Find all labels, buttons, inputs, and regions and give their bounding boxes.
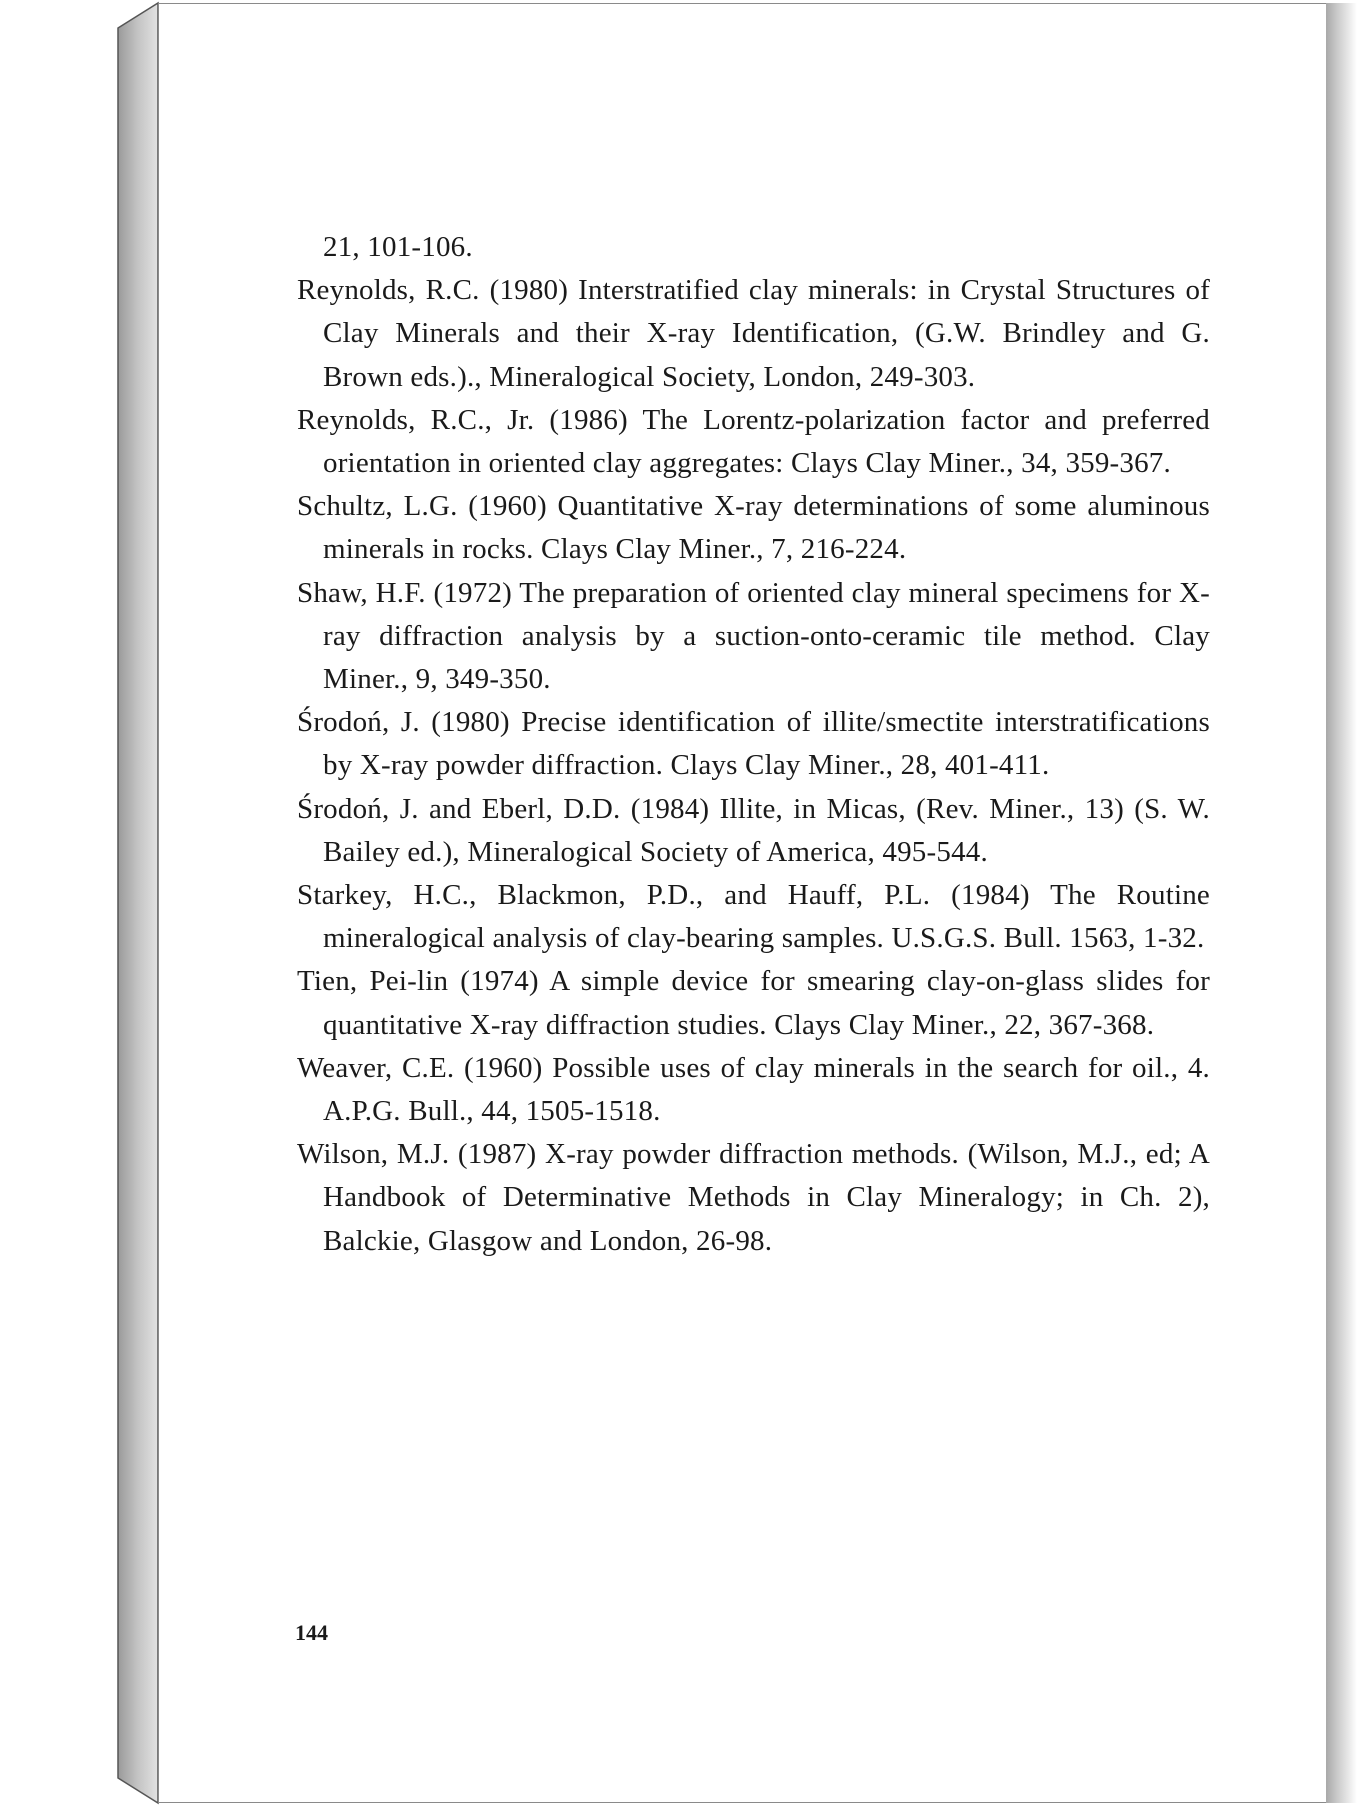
- reference-item: Środoń, J. (1980) Precise identification of illite/smectite interstratifications by X-ray powder diffraction. Clays Clay Miner., 28, 401-411.: [297, 706, 1210, 782]
- reference-continuation: 21, 101-106.: [323, 231, 473, 263]
- reference-item: Reynolds, R.C., Jr. (1986) The Lorentz-polarization factor and preferred orientation in oriented clay aggregates: Clays Clay Miner., 34, 359-367.: [297, 403, 1210, 480]
- page-number: 144: [295, 1620, 328, 1645]
- reference-item: Środoń, J. and Eberl, D.D. (1984) Illite, in Micas, (Rev. Miner., 13) (S. W. Bailey ed.), Mineralogical Society of America, 495-544.: [297, 792, 1210, 868]
- reference-item: Reynolds, R.C. (1980) Interstratified clay minerals: in Crystal Structures of Clay Minerals and their X-ray Identification, (G.W. Brindley and G. Brown eds.)., Mineralogical Society, London, 249-303.: [297, 274, 1210, 393]
- reference-item: Schultz, L.G. (1960) Quantitative X-ray determinations of some aluminous minerals in rocks. Clays Clay Miner., 7, 216-224.: [297, 490, 1210, 566]
- reference-item: Shaw, H.F. (1972) The preparation of oriented clay mineral specimens for X-ray diffraction analysis by a suction-onto-ceramic tile method. Clay Miner., 9, 349-350.: [297, 576, 1210, 696]
- reference-list: [297, 226, 1210, 1263]
- reference-item: Wilson, M.J. (1987) X-ray powder diffraction methods. (Wilson, M.J., ed; A Handbook of Determinative Methods in Clay Mineralogy; in Ch. 2), Balckie, Glasgow and London, 26-98.: [297, 1138, 1210, 1257]
- reference-item: Weaver, C.E. (1960) Possible uses of clay minerals in the search for oil., 4. A.P.G. Bull., 44, 1505-1518.: [297, 1051, 1210, 1128]
- page-edge-shadow: [1326, 3, 1357, 1803]
- reference-item: Tien, Pei-lin (1974) A simple device for smearing clay-on-glass slides for quantitative X-ray diffraction studies. Clays Clay Miner., 22, 367-368.: [297, 965, 1210, 1041]
- reference-item: Starkey, H.C., Blackmon, P.D., and Hauff, P.L. (1984) The Routine mineralogical analysis of clay-bearing samples. U.S.G.S. Bull. 1563, 1-32.: [297, 879, 1210, 955]
